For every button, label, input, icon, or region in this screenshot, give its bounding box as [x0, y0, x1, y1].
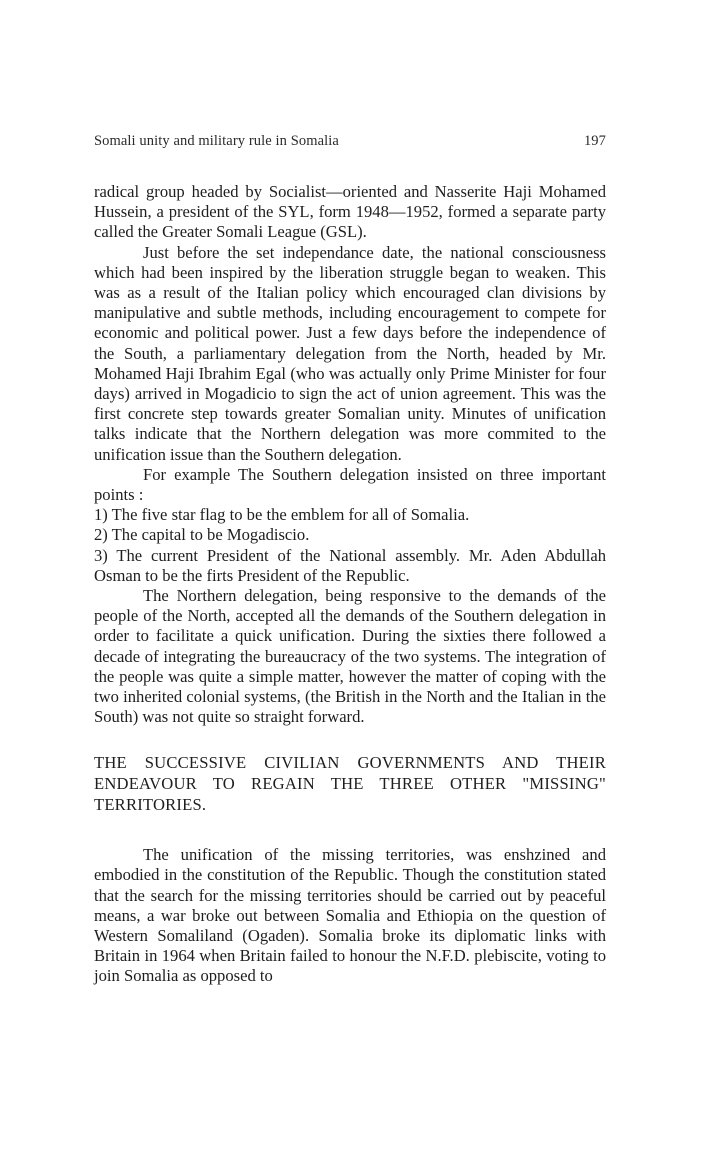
paragraph-southern-points: For example The Southern delegation insisted on three important points : [94, 464, 606, 505]
body-text [94, 182, 606, 987]
list-item: 3) The current President of the National assembly. Mr. Aden Abdullah Osman to be the firts President of the Republic. [94, 545, 606, 585]
list-item: 1) The five star flag to be the emblem for all of Somalia. [94, 505, 470, 525]
running-title: Somali unity and military rule in Somalia [94, 133, 339, 149]
page-number: 197 [583, 133, 606, 149]
paragraph-northern-delegation: The Northern delegation, being responsive to the demands of the people of the North, accepted all the demands of the Southern delegation in order to facilitate a quick unification. During the sixties there followed a decade of integrating the bureaucracy of the two systems. The integration of the people was quite a simple matter, however the matter of coping with the two inherited colonial systems, (the British in the North and the Italian in the South) was not quite so straight forward. [94, 586, 606, 727]
paragraph-continued: radical group headed by Socialist—oriented and Nasserite Haji Mohamed Hussein, a president of the SYL, form 1948—1952, formed a separate party called the Greater Somali League (GSL). [94, 182, 606, 242]
paragraph-independence: Just before the set independance date, the national consciousness which had been inspired by the liberation struggle began to weaken. This was as a result of the Italian policy which encouraged clan divisions by manipulative and subtle methods, including encouragement to compete for economic and political power. Just a few days before the independence of the South, a parliamentary delegation from the North, headed by Mr. Mohamed Haji Ibrahim Egal (who was actually only Prime Minister for four days) arrived in Mogadicio to sign the act of union agreement. This was the first concrete step towards greater Somalian unity. Minutes of unification talks indicate that the Northern delegation was more commited to the unification issue than the Southern delegation. [94, 242, 606, 464]
list-item: 2) The capital to be Mogadiscio. [94, 525, 310, 545]
section-heading: THE SUCCESSIVE CIVILIAN GOVERNMENTS AND THEIR ENDEAVOUR TO REGAIN THE THREE OTHER "MISSING" TERRITORIES. [94, 753, 606, 814]
paragraph-missing-territories: The unification of the missing territories, was enshzined and embodied in the constitution of the Republic. Though the constitution stated that the search for the missing territories should be carried out by peaceful means, a war broke out between Somalia and Ethiopia on the question of Western Somaliland (Ogaden). Somalia broke its diplomatic links with Britain in 1964 when Britain failed to honour the N.F.D. plebiscite, voting to join Somalia as opposed to [94, 845, 606, 986]
